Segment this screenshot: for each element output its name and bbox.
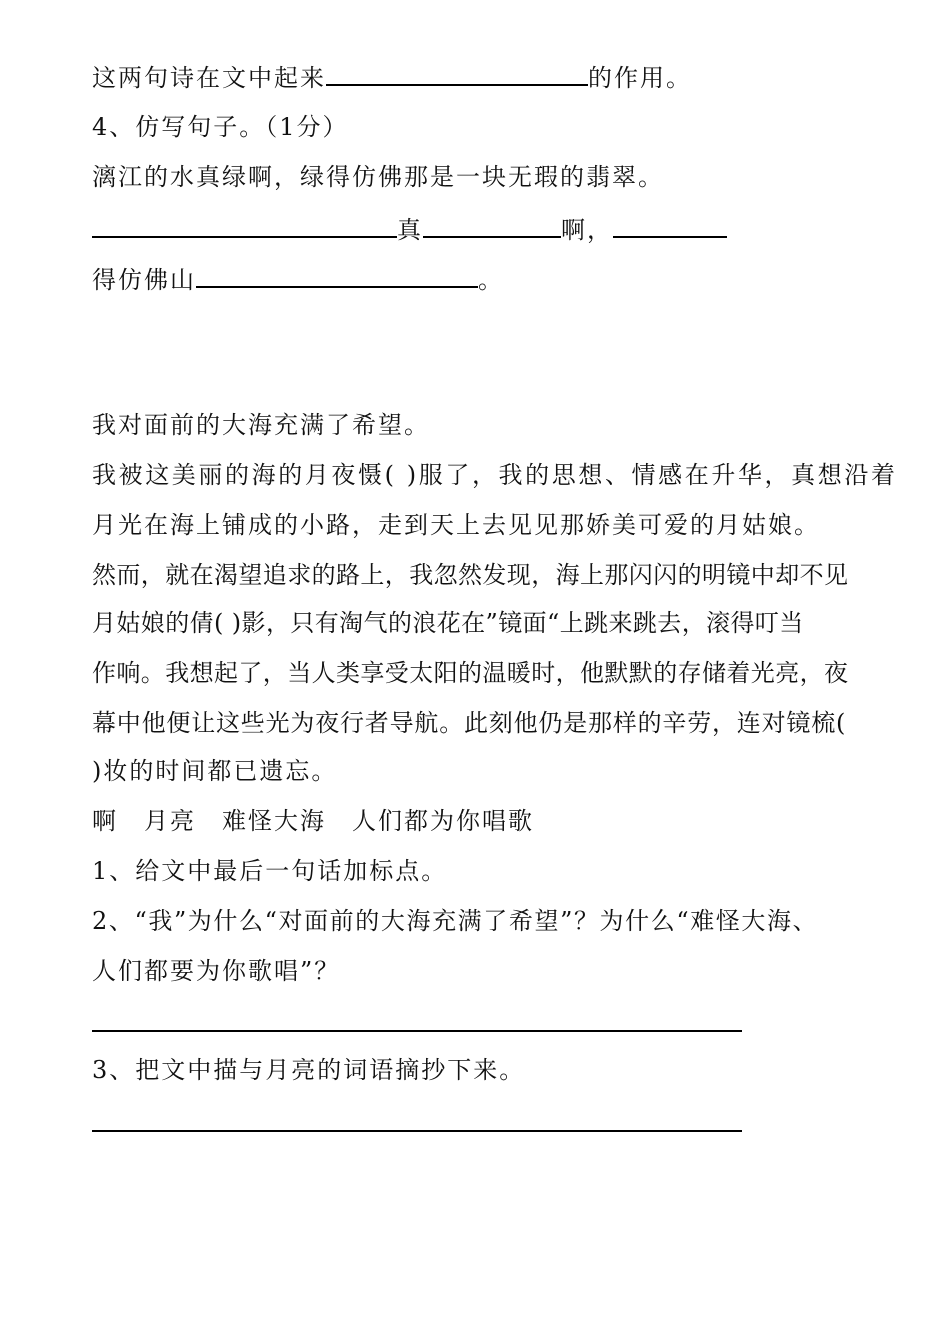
q4-line2-start: 得仿佛山 xyxy=(92,266,196,294)
q4-word-zhen: 真 xyxy=(397,216,423,244)
q3-answer-blank[interactable] xyxy=(326,60,588,86)
q4-fill-line-1 xyxy=(92,212,727,245)
q4-blank-1[interactable] xyxy=(92,212,397,238)
q3-tail-after: 的作用。 xyxy=(588,64,692,92)
q4-example: 漓江的水真绿啊，绿得仿佛那是一块无瑕的翡翠。 xyxy=(92,163,664,191)
passage-p3-line1: 然而，就在渴望追求的路上，我忽然发现，海上那闪闪的明镜中却不见 xyxy=(92,561,849,589)
q4-blank-3[interactable] xyxy=(613,212,727,238)
question-3: 3、把文中描与月亮的词语摘抄下来。 xyxy=(92,1056,526,1084)
passage-p3-line4: 幕中他便让这些光为夜行者导航。此刻他仍是那样的辛劳，连对镜梳( xyxy=(92,709,847,737)
q3-tail-before: 这两句诗在文中起来 xyxy=(92,64,326,92)
q3-tail-line xyxy=(92,60,692,93)
q4-blank-4[interactable] xyxy=(196,262,478,288)
passage-p3-line5: )妆的时间都已遗忘。 xyxy=(92,757,338,785)
q4-title: 4、仿写句子。（1分） xyxy=(92,113,349,141)
q4-blank-2[interactable] xyxy=(423,212,561,238)
q4-fill-line-2 xyxy=(92,262,504,295)
passage-p3-line2: 月姑娘的倩( )影，只有淘气的浪花在”镜面“上跳来跳去，滚得叮当 xyxy=(92,609,804,637)
passage-p2-line1: 我被这美丽的海的月夜慑( )服了，我的思想、情感在升华，真想沿着 xyxy=(92,461,898,489)
question-2-line2: 人们都要为你歌唱”？ xyxy=(92,957,341,985)
passage-p4: 啊 月亮 难怪大海 人们都为你唱歌 xyxy=(92,807,534,835)
question-2-line1: 2、“我”为什么“对面前的大海充满了希望”？为什么“难怪大海、 xyxy=(92,907,819,935)
question-1: 1、给文中最后一句话加标点。 xyxy=(92,857,448,885)
q4-word-a: 啊， xyxy=(561,216,613,244)
passage-p1: 我对面前的大海充满了希望。 xyxy=(92,411,430,439)
passage-p2-line2: 月光在海上铺成的小路，走到天上去见见那娇美可爱的月姑娘。 xyxy=(92,511,820,539)
q4-line2-end: 。 xyxy=(478,266,504,294)
question-2-answer-line[interactable] xyxy=(92,1030,742,1032)
question-3-answer-line[interactable] xyxy=(92,1130,742,1132)
passage-p3-line3: 作响。我想起了，当人类享受太阳的温暖时，他默默的存储着光亮，夜 xyxy=(92,659,849,687)
